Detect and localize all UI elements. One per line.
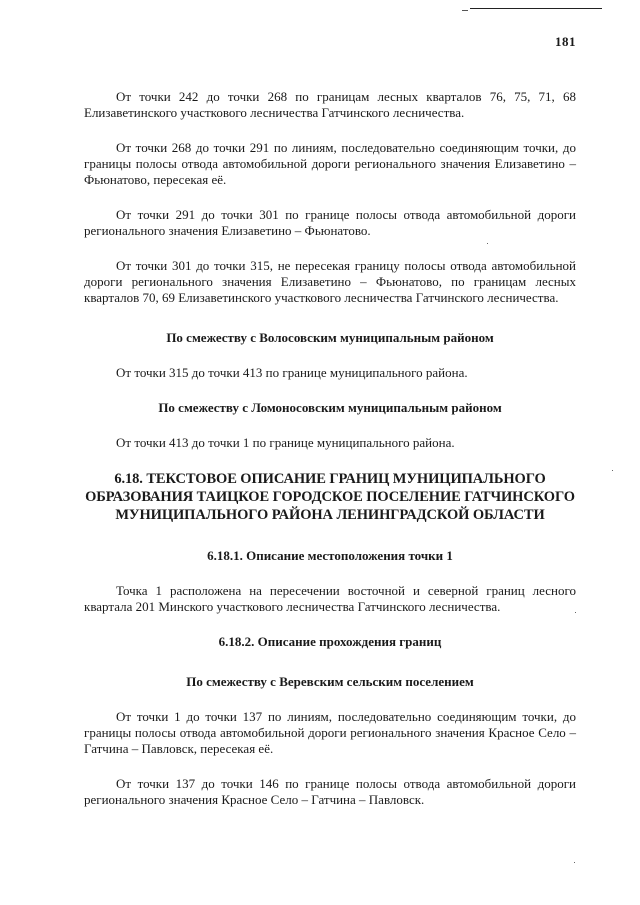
paragraph-2: От точки 268 до точки 291 по линиям, последовательно соединяющим точки, до границы полосы отвода автомобильной дороги регионального значения Елизаветино – Фьюнатово, пересекая её.: [84, 140, 576, 187]
header-mark: [462, 10, 468, 11]
paragraph-5: От точки 315 до точки 413 по границе муниципального района.: [116, 365, 468, 380]
paragraph-3: От точки 291 до точки 301 по границе полосы отвода автомобильной дороги регионального значения Елизаветино – Фьюнатово.: [84, 207, 576, 238]
scan-speck: [612, 470, 613, 471]
scan-speck: [574, 862, 575, 863]
subheading-verevskoe: По смежеству с Веревским сельским поселением: [186, 674, 474, 689]
header-rule: [470, 8, 602, 9]
subheading-6-18-1: 6.18.1. Описание местоположения точки 1: [207, 548, 453, 563]
scan-speck: [575, 612, 576, 613]
section-heading: 6.18. ТЕКСТОВОЕ ОПИСАНИЕ ГРАНИЦ МУНИЦИПАЛЬНОГО ОБРАЗОВАНИЯ ТАИЦКОЕ ГОРОДСКОЕ ПОСЕЛЕНИЕ ГАТЧИНСКОГО МУНИЦИПАЛЬНОГО РАЙОНА ЛЕНИНГРАДСКОЙ ОБЛАСТИ: [85, 471, 575, 523]
subheading-6-18-2: 6.18.2. Описание прохождения границ: [218, 634, 442, 649]
paragraph-8: От точки 1 до точки 137 по линиям, последовательно соединяющим точки, до границы полосы отвода автомобильной дороги регионального значения Красное Село – Гатчина – Павловск, пересекая её.: [84, 709, 576, 756]
paragraph-1: От точки 242 до точки 268 по границам лесных кварталов 76, 75, 71, 68 Елизаветинского участкового лесничества Гатчинского лесничества.: [84, 89, 576, 120]
paragraph-6: От точки 413 до точки 1 по границе муниципального района.: [116, 435, 455, 450]
paragraph-4: От точки 301 до точки 315, не пересекая границу полосы отвода автомобильной дороги регионального значения Елизаветино – Фьюнатово, по границам лесных кварталов 70, 69 Елизаветинского участкового лесничества Гатчинского лесничества.: [84, 258, 576, 305]
subheading-lomonosovsky: По смежеству с Ломоносовским муниципальным районом: [158, 400, 502, 415]
page-number: 181: [555, 34, 576, 49]
paragraph-9: От точки 137 до точки 146 по границе полосы отвода автомобильной дороги регионального значения Красное Село – Гатчина – Павловск.: [84, 776, 576, 807]
scan-speck: [487, 243, 488, 244]
paragraph-7: Точка 1 расположена на пересечении восточной и северной границ лесного квартала 201 Минского участкового лесничества Гатчинского лесничества.: [84, 583, 576, 614]
document-body: [84, 89, 576, 808]
subheading-volosovsky: По смежеству с Волосовским муниципальным районом: [166, 330, 494, 345]
